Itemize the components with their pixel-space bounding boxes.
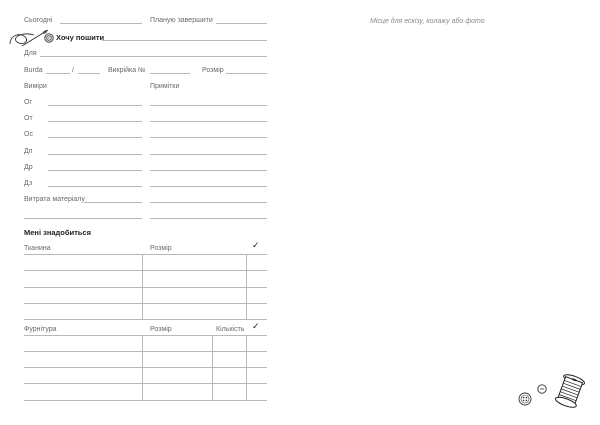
today-field[interactable] (60, 23, 142, 24)
notes-line[interactable] (150, 154, 267, 155)
measurement-label: От (24, 115, 33, 122)
want-to-sew-label: Хочу пошити (56, 33, 105, 42)
measurement-field[interactable] (48, 154, 142, 155)
notes-title: Примітки (150, 83, 180, 90)
check-icon: ✓ (252, 322, 260, 332)
notes-line[interactable] (150, 170, 267, 171)
size-col-header: Розмір (150, 245, 172, 252)
notes-line[interactable] (150, 121, 267, 122)
table-row[interactable] (24, 270, 267, 271)
plan-finish-field[interactable] (216, 23, 267, 24)
measurement-label: Др (24, 164, 33, 171)
notes-line[interactable] (150, 137, 267, 138)
size-col-header: Розмір (150, 326, 172, 333)
table-row[interactable] (24, 287, 267, 288)
plan-finish-label: Планую завершити (150, 17, 213, 24)
thread-spool-icon (554, 374, 586, 408)
measurement-label: Ос (24, 131, 33, 138)
separator: / (72, 67, 74, 74)
needs-title: Мені знадобиться (24, 228, 91, 237)
table-row-line (24, 254, 267, 255)
table-row[interactable] (24, 383, 267, 384)
column-divider (212, 335, 213, 400)
fabric-col-header: Тканина (24, 245, 51, 252)
column-divider (246, 335, 247, 400)
column-divider (246, 254, 247, 319)
size-field[interactable] (226, 73, 267, 74)
measurement-field[interactable] (48, 105, 142, 106)
for-field[interactable] (40, 56, 267, 57)
size-label: Розмір (202, 67, 224, 74)
notes-line[interactable] (150, 186, 267, 187)
want-to-sew-field[interactable] (102, 40, 267, 41)
measurement-label: Дп (24, 148, 33, 155)
column-divider (142, 335, 143, 400)
measurement-label: Ог (24, 99, 32, 106)
measurement-field[interactable] (48, 137, 142, 138)
fabric-usage-field[interactable] (24, 218, 142, 219)
fabric-usage-field[interactable] (84, 202, 142, 203)
check-icon: ✓ (252, 241, 260, 251)
table-row[interactable] (24, 319, 267, 320)
table-row[interactable] (24, 351, 267, 352)
notes-line[interactable] (150, 202, 267, 203)
button-icon (537, 384, 547, 394)
source-label: Burda (24, 67, 43, 74)
today-label: Сьогодні (24, 17, 53, 24)
table-row[interactable] (24, 367, 267, 368)
measurement-field[interactable] (48, 170, 142, 171)
table-row[interactable] (24, 400, 267, 401)
for-label: Для (24, 50, 37, 57)
notes-line[interactable] (150, 218, 267, 219)
measurement-field[interactable] (48, 186, 142, 187)
button-icon (518, 392, 532, 406)
quantity-col-header: Кількість (216, 326, 245, 333)
notes-line[interactable] (150, 105, 267, 106)
issue-field[interactable] (46, 73, 70, 74)
table-row-line (24, 335, 267, 336)
column-divider (142, 254, 143, 319)
table-row[interactable] (24, 303, 267, 304)
hardware-col-header: Фурнітура (24, 326, 57, 333)
photo-area-label: Місце для ескізу, колажу або фото (370, 18, 485, 25)
pattern-no-field[interactable] (150, 73, 190, 74)
button-icon (44, 33, 54, 43)
fabric-usage-label: Витрата матеріалу (24, 196, 85, 203)
year-field[interactable] (78, 73, 100, 74)
measurement-field[interactable] (48, 121, 142, 122)
pattern-no-label: Викрійка № (108, 67, 146, 74)
measurement-label: Дз (24, 180, 33, 187)
measurements-title: Виміри (24, 83, 47, 90)
